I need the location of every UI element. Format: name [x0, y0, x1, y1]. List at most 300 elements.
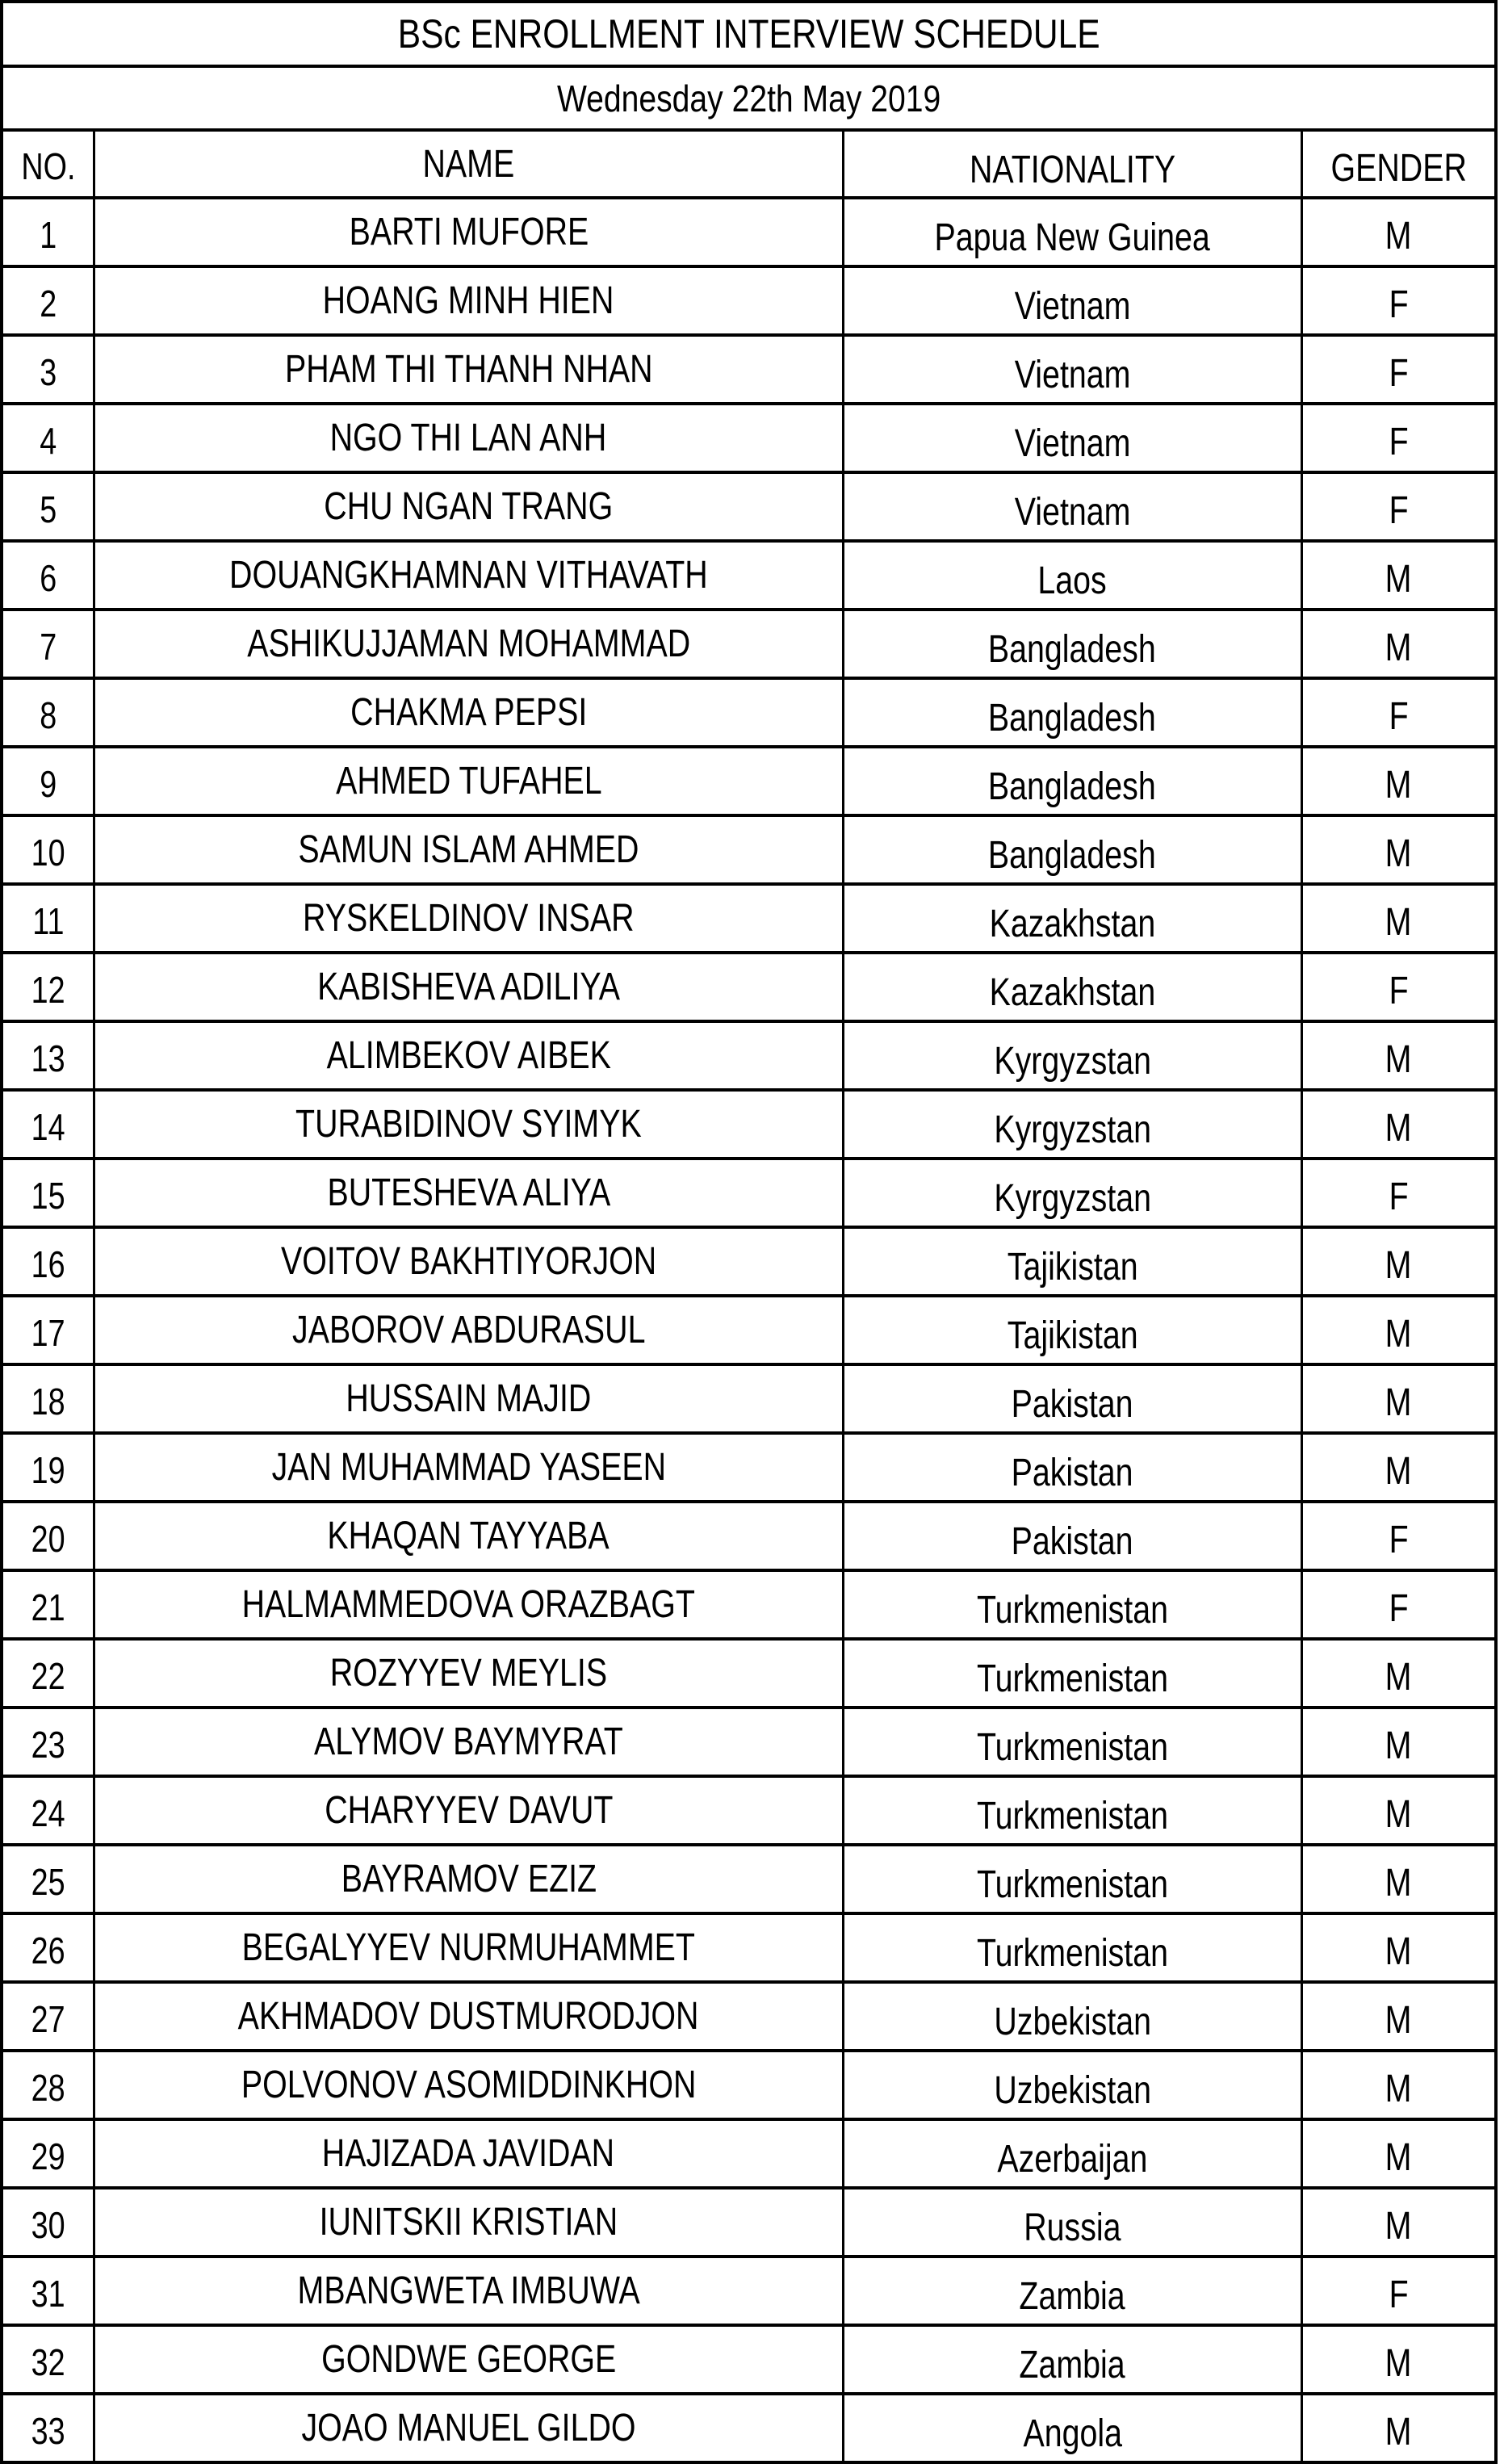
- gender: M: [1385, 1724, 1412, 1767]
- table-row: [2, 1982, 1496, 2051]
- gender: M: [1385, 2068, 1412, 2110]
- gender: F: [1389, 2273, 1409, 2316]
- nationality: Vietnam: [1014, 422, 1131, 465]
- gender: M: [1385, 901, 1412, 944]
- table-row: [2, 541, 1496, 610]
- table-row: [2, 1433, 1496, 1502]
- row-number-cell: [2, 2325, 94, 2394]
- row-number: 16: [31, 1242, 65, 1285]
- student-name-cell: [94, 1227, 843, 1296]
- table-row: [2, 335, 1496, 404]
- nationality: Pakistan: [1011, 1452, 1133, 1494]
- table-row: [2, 953, 1496, 1021]
- student-name: SAMUN ISLAM AHMED: [298, 828, 639, 871]
- nationality: Papua New Guinea: [934, 216, 1210, 259]
- nationality-cell: [843, 953, 1301, 1021]
- gender-cell: [1301, 2119, 1496, 2188]
- student-name: JABOROV ABDURASUL: [291, 1309, 646, 1351]
- student-name-cell: [94, 472, 843, 541]
- row-number: 26: [31, 1929, 65, 1972]
- title-row: [2, 2, 1496, 66]
- student-name-cell: [94, 1296, 843, 1364]
- gender: M: [1385, 215, 1412, 258]
- gender: F: [1389, 283, 1409, 326]
- nationality: Bangladesh: [988, 765, 1157, 808]
- nationality: Pakistan: [1011, 1520, 1133, 1563]
- gender: M: [1385, 1244, 1412, 1287]
- student-name: NGO THI LAN ANH: [330, 417, 607, 459]
- table-row: [2, 1296, 1496, 1364]
- row-number: 13: [31, 1037, 65, 1079]
- table-row: [2, 747, 1496, 815]
- row-number: 8: [40, 694, 57, 736]
- nationality: Tajikistan: [1007, 1246, 1138, 1289]
- row-number: 31: [31, 2272, 65, 2315]
- student-name: CHU NGAN TRANG: [324, 485, 614, 528]
- student-name-cell: [94, 953, 843, 1021]
- nationality-cell: [843, 1708, 1301, 1776]
- nationality: Kyrgyzstan: [993, 1040, 1151, 1083]
- row-number: 6: [40, 556, 57, 599]
- row-number-cell: [2, 2188, 94, 2257]
- student-name: DOUANGKHAMNAN VITHAVATH: [229, 554, 708, 597]
- gender-cell: [1301, 815, 1496, 884]
- table-row: [2, 2325, 1496, 2394]
- nationality: Kazakhstan: [989, 971, 1156, 1014]
- gender: M: [1385, 1450, 1412, 1493]
- gender: F: [1389, 970, 1409, 1012]
- gender-cell: [1301, 678, 1496, 747]
- column-header-no: NO.: [2, 130, 94, 198]
- student-name: HAJIZADA JAVIDAN: [322, 2132, 615, 2175]
- student-name: BARTI MUFORE: [349, 211, 589, 254]
- row-number: 27: [31, 1997, 65, 2040]
- student-name-cell: [94, 2394, 843, 2462]
- row-number-cell: [2, 953, 94, 1021]
- row-number-cell: [2, 404, 94, 472]
- nationality: Uzbekistan: [993, 2069, 1151, 2112]
- row-number: 1: [40, 213, 57, 256]
- gender: M: [1385, 1862, 1412, 1905]
- student-name-cell: [94, 1433, 843, 1502]
- row-number: 25: [31, 1860, 65, 1903]
- student-name-cell: [94, 747, 843, 815]
- gender: F: [1389, 1587, 1409, 1630]
- student-name: IUNITSKII KRISTIAN: [319, 2201, 618, 2244]
- table-row: [2, 404, 1496, 472]
- student-name: HOANG MINH HIEN: [323, 279, 614, 322]
- gender: F: [1389, 352, 1409, 395]
- gender-cell: [1301, 1845, 1496, 1913]
- row-number: 3: [40, 350, 57, 393]
- nationality: Laos: [1037, 559, 1107, 602]
- student-name: GONDWE GEORGE: [320, 2338, 617, 2381]
- student-name-cell: [94, 815, 843, 884]
- student-name: JOAO MANUEL GILDO: [301, 2407, 636, 2449]
- row-number-cell: [2, 610, 94, 678]
- student-name-cell: [94, 884, 843, 953]
- student-name: ALIMBEKOV AIBEK: [326, 1034, 611, 1077]
- gender: M: [1385, 2342, 1412, 2385]
- student-name: ASHIKUJJAMAN MOHAMMAD: [246, 622, 690, 665]
- table-row: [2, 1227, 1496, 1296]
- nationality-cell: [843, 335, 1301, 404]
- nationality-cell: [843, 1090, 1301, 1159]
- column-header-nationality: NATIONALITY: [843, 130, 1301, 198]
- nationality: Turkmenistan: [976, 1795, 1168, 1838]
- nationality-cell: [843, 2119, 1301, 2188]
- row-number: 18: [31, 1380, 65, 1423]
- row-number-cell: [2, 266, 94, 335]
- gender: F: [1389, 695, 1409, 738]
- row-number-cell: [2, 541, 94, 610]
- gender-cell: [1301, 404, 1496, 472]
- student-name-cell: [94, 1708, 843, 1776]
- gender: M: [1385, 2411, 1412, 2454]
- gender-cell: [1301, 747, 1496, 815]
- nationality-cell: [843, 1159, 1301, 1227]
- table-row: [2, 1913, 1496, 1982]
- nationality: Turkmenistan: [976, 1657, 1168, 1700]
- table-row: [2, 2188, 1496, 2257]
- student-name-cell: [94, 404, 843, 472]
- gender-cell: [1301, 1433, 1496, 1502]
- nationality: Angola: [1022, 2412, 1122, 2455]
- nationality-cell: [843, 2325, 1301, 2394]
- nationality-cell: [843, 747, 1301, 815]
- table-row: [2, 2257, 1496, 2325]
- row-number: 33: [31, 2409, 65, 2452]
- student-name: PHAM THI THANH NHAN: [284, 348, 653, 391]
- row-number-cell: [2, 678, 94, 747]
- gender-cell: [1301, 2188, 1496, 2257]
- row-number-cell: [2, 1570, 94, 1639]
- row-number-cell: [2, 1227, 94, 1296]
- nationality-cell: [843, 610, 1301, 678]
- nationality: Turkmenistan: [976, 1726, 1168, 1769]
- gender-cell: [1301, 335, 1496, 404]
- gender: M: [1385, 1038, 1412, 1081]
- student-name-cell: [94, 1845, 843, 1913]
- row-number: 12: [31, 968, 65, 1011]
- student-name: VOITOV BAKHTIYORJON: [280, 1240, 656, 1283]
- row-number: 14: [31, 1105, 65, 1148]
- gender: F: [1389, 421, 1409, 463]
- nationality: Zambia: [1019, 2275, 1125, 2318]
- row-number: 22: [31, 1654, 65, 1697]
- student-name: BUTESHEVA ALIYA: [327, 1171, 610, 1214]
- gender-cell: [1301, 2394, 1496, 2462]
- row-number: 21: [31, 1586, 65, 1628]
- student-name-cell: [94, 1982, 843, 2051]
- nationality-cell: [843, 1502, 1301, 1570]
- row-number-cell: [2, 1296, 94, 1364]
- header-row: [2, 130, 1496, 198]
- gender: M: [1385, 558, 1412, 601]
- student-name-cell: [94, 2257, 843, 2325]
- nationality-cell: [843, 2188, 1301, 2257]
- gender: F: [1389, 1519, 1409, 1561]
- table-row: [2, 884, 1496, 953]
- gender-cell: [1301, 541, 1496, 610]
- gender-cell: [1301, 1502, 1496, 1570]
- student-name-cell: [94, 2119, 843, 2188]
- row-number-cell: [2, 884, 94, 953]
- nationality-cell: [843, 1296, 1301, 1364]
- column-header-name: NAME: [94, 130, 843, 198]
- table-row: [2, 1159, 1496, 1227]
- student-name: ALYMOV BAYMYRAT: [314, 1720, 623, 1763]
- table-row: [2, 2394, 1496, 2462]
- student-name-cell: [94, 1502, 843, 1570]
- gender-cell: [1301, 1708, 1496, 1776]
- gender-cell: [1301, 610, 1496, 678]
- table-row: [2, 266, 1496, 335]
- row-number: 4: [40, 419, 57, 462]
- nationality: Zambia: [1019, 2344, 1125, 2386]
- student-name: KABISHEVA ADILIYA: [317, 966, 620, 1008]
- row-number-cell: [2, 1776, 94, 1845]
- student-name: HALMAMMEDOVA ORAZBAGT: [241, 1583, 696, 1626]
- row-number: 32: [31, 2340, 65, 2383]
- gender: M: [1385, 1107, 1412, 1150]
- row-number-cell: [2, 198, 94, 266]
- student-name-cell: [94, 2325, 843, 2394]
- nationality-cell: [843, 2394, 1301, 2462]
- nationality-cell: [843, 266, 1301, 335]
- row-number: 24: [31, 1791, 65, 1834]
- gender-cell: [1301, 1021, 1496, 1090]
- student-name-cell: [94, 541, 843, 610]
- gender-cell: [1301, 1776, 1496, 1845]
- student-name: MBANGWETA IMBUWA: [297, 2269, 640, 2312]
- table-row: [2, 198, 1496, 266]
- nationality: Uzbekistan: [993, 2001, 1151, 2043]
- table-row: [2, 1021, 1496, 1090]
- student-name-cell: [94, 1090, 843, 1159]
- gender: M: [1385, 1313, 1412, 1356]
- table-row: [2, 2119, 1496, 2188]
- table-row: [2, 1364, 1496, 1433]
- gender: M: [1385, 1793, 1412, 1836]
- nationality-cell: [843, 1913, 1301, 1982]
- nationality: Tajikistan: [1007, 1314, 1138, 1357]
- row-number: 10: [31, 831, 65, 874]
- table-row: [2, 815, 1496, 884]
- nationality-cell: [843, 1639, 1301, 1708]
- gender-cell: [1301, 1570, 1496, 1639]
- row-number: 29: [31, 2135, 65, 2177]
- student-name: BEGALYYEV NURMUHAMMET: [241, 1926, 696, 1969]
- nationality: Vietnam: [1014, 491, 1131, 534]
- nationality-cell: [843, 1021, 1301, 1090]
- gender: F: [1389, 489, 1409, 532]
- gender: M: [1385, 764, 1412, 807]
- student-name-cell: [94, 678, 843, 747]
- gender: M: [1385, 2136, 1412, 2179]
- row-number-cell: [2, 1982, 94, 2051]
- student-name: KHAQAN TAYYABA: [327, 1515, 610, 1557]
- row-number: 9: [40, 762, 57, 805]
- row-number-cell: [2, 815, 94, 884]
- gender-cell: [1301, 266, 1496, 335]
- row-number-cell: [2, 1845, 94, 1913]
- table-row: [2, 1090, 1496, 1159]
- date-row: [2, 66, 1496, 130]
- table-row: [2, 1845, 1496, 1913]
- gender: F: [1389, 1175, 1409, 1218]
- table-row: [2, 1570, 1496, 1639]
- nationality-cell: [843, 1845, 1301, 1913]
- row-number: 23: [31, 1723, 65, 1766]
- gender-cell: [1301, 198, 1496, 266]
- gender: M: [1385, 626, 1412, 669]
- table-row: [2, 1776, 1496, 1845]
- row-number-cell: [2, 1364, 94, 1433]
- nationality: Bangladesh: [988, 628, 1157, 671]
- nationality: Bangladesh: [988, 697, 1157, 740]
- student-name-cell: [94, 1364, 843, 1433]
- row-number: 19: [31, 1448, 65, 1491]
- gender-cell: [1301, 2257, 1496, 2325]
- nationality-cell: [843, 1227, 1301, 1296]
- row-number-cell: [2, 1913, 94, 1982]
- student-name: HUSSAIN MAJID: [346, 1377, 592, 1420]
- gender-cell: [1301, 1639, 1496, 1708]
- student-name: BAYRAMOV EZIZ: [341, 1858, 597, 1900]
- nationality-cell: [843, 1982, 1301, 2051]
- student-name: RYSKELDINOV INSAR: [303, 897, 635, 940]
- gender-cell: [1301, 1296, 1496, 1364]
- student-name: JAN MUHAMMAD YASEEN: [271, 1446, 666, 1489]
- gender: M: [1385, 832, 1412, 875]
- nationality-cell: [843, 884, 1301, 953]
- nationality: Kazakhstan: [989, 903, 1156, 945]
- gender: M: [1385, 1930, 1412, 1973]
- page-title: [2, 2, 1496, 66]
- row-number: 17: [31, 1311, 65, 1354]
- row-number-cell: [2, 1159, 94, 1227]
- row-number-cell: [2, 2119, 94, 2188]
- row-number: 15: [31, 1174, 65, 1217]
- student-name-cell: [94, 198, 843, 266]
- row-number-cell: [2, 335, 94, 404]
- row-number-cell: [2, 1502, 94, 1570]
- nationality-cell: [843, 2257, 1301, 2325]
- row-number: 2: [40, 282, 57, 325]
- gender-cell: [1301, 472, 1496, 541]
- student-name: TURABIDINOV SYIMYK: [295, 1103, 642, 1146]
- row-number: 28: [31, 2066, 65, 2109]
- nationality-cell: [843, 198, 1301, 266]
- student-name: ROZYYEV MEYLIS: [329, 1652, 608, 1695]
- nationality: Kyrgyzstan: [993, 1108, 1151, 1151]
- table-row: [2, 472, 1496, 541]
- gender: M: [1385, 1656, 1412, 1699]
- student-name-cell: [94, 1159, 843, 1227]
- row-number: 30: [31, 2203, 65, 2246]
- nationality-cell: [843, 1776, 1301, 1845]
- gender-cell: [1301, 1982, 1496, 2051]
- nationality: Pakistan: [1011, 1383, 1133, 1426]
- table-row: [2, 1502, 1496, 1570]
- gender-cell: [1301, 2051, 1496, 2119]
- gender-cell: [1301, 1227, 1496, 1296]
- row-number-cell: [2, 1090, 94, 1159]
- row-number-cell: [2, 1021, 94, 1090]
- row-number-cell: [2, 1639, 94, 1708]
- nationality: Turkmenistan: [976, 1589, 1168, 1632]
- nationality: Kyrgyzstan: [993, 1177, 1151, 1220]
- nationality: Russia: [1024, 2206, 1121, 2249]
- student-name-cell: [94, 1776, 843, 1845]
- column-header-gender: GENDER: [1301, 130, 1496, 198]
- row-number-cell: [2, 2394, 94, 2462]
- schedule-date-text: Wednesday 22th May 2019: [556, 77, 941, 119]
- gender-cell: [1301, 1090, 1496, 1159]
- gender-cell: [1301, 1159, 1496, 1227]
- nationality-cell: [843, 1570, 1301, 1639]
- table-row: [2, 2051, 1496, 2119]
- row-number-cell: [2, 2051, 94, 2119]
- page-title-text: BSc ENROLLMENT INTERVIEW SCHEDULE: [397, 11, 1100, 57]
- row-number: 7: [40, 625, 57, 668]
- student-name: CHARYYEV DAVUT: [324, 1789, 614, 1832]
- nationality-cell: [843, 1364, 1301, 1433]
- row-number: 11: [32, 899, 65, 942]
- student-name-cell: [94, 610, 843, 678]
- nationality: Bangladesh: [988, 834, 1157, 877]
- gender: M: [1385, 1999, 1412, 2042]
- table-row: [2, 610, 1496, 678]
- student-name: AKHMADOV DUSTMURODJON: [238, 1995, 699, 2038]
- nationality-cell: [843, 2051, 1301, 2119]
- nationality-cell: [843, 541, 1301, 610]
- student-name-cell: [94, 2188, 843, 2257]
- student-name-cell: [94, 1570, 843, 1639]
- nationality-cell: [843, 472, 1301, 541]
- nationality-cell: [843, 678, 1301, 747]
- row-number-cell: [2, 472, 94, 541]
- student-name: CHAKMA PEPSI: [350, 691, 587, 734]
- nationality: Vietnam: [1014, 354, 1131, 396]
- student-name: AHMED TUFAHEL: [335, 760, 602, 802]
- table-row: [2, 1708, 1496, 1776]
- row-number-cell: [2, 1433, 94, 1502]
- nationality: Turkmenistan: [976, 1932, 1168, 1975]
- nationality-cell: [843, 404, 1301, 472]
- gender: M: [1385, 2205, 1412, 2248]
- student-name: POLVONOV ASOMIDDINKHON: [241, 2064, 697, 2106]
- student-name-cell: [94, 1913, 843, 1982]
- nationality: Turkmenistan: [976, 1863, 1168, 1906]
- student-name-cell: [94, 1021, 843, 1090]
- gender: M: [1385, 1381, 1412, 1424]
- nationality-cell: [843, 1433, 1301, 1502]
- gender-cell: [1301, 1364, 1496, 1433]
- row-number-cell: [2, 747, 94, 815]
- student-name-cell: [94, 1639, 843, 1708]
- gender-cell: [1301, 1913, 1496, 1982]
- gender-cell: [1301, 2325, 1496, 2394]
- schedule-date: [2, 66, 1496, 130]
- table-row: [2, 1639, 1496, 1708]
- student-name-cell: [94, 266, 843, 335]
- nationality: Azerbaijan: [997, 2138, 1148, 2181]
- nationality-cell: [843, 815, 1301, 884]
- row-number: 5: [40, 488, 57, 530]
- gender-cell: [1301, 884, 1496, 953]
